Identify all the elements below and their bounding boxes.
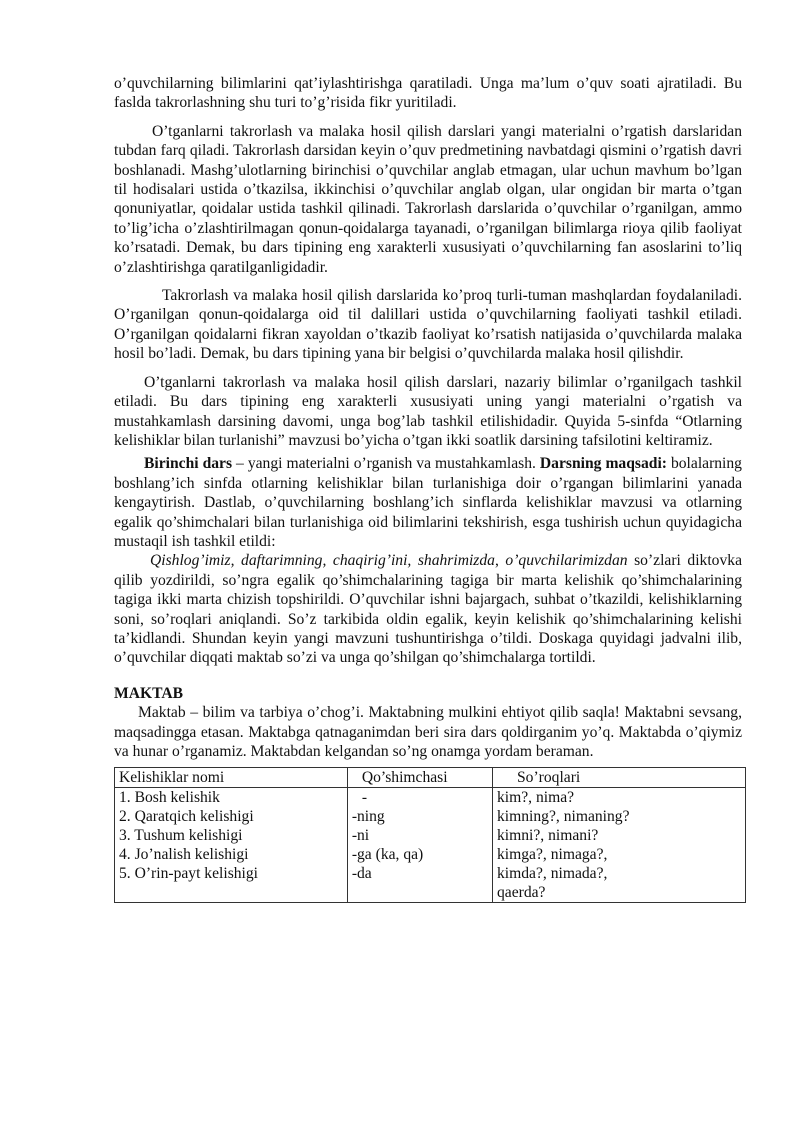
paragraph-exercises: Takrorlash va malaka hosil qilish darslarida ko’proq turli-tuman mashqlardan foydalaniladi. O’rganilgan qonun-qoidalarga oid til dalillari ustida o’quvchilarning faoliyati tashkil etiladi. O’rganilgan qoidalarni fikran xayoldan o’tkazib faoliyat ko’rsatish natijasida o’quvchilarda malaka hosil bo’ladi. Demak, bu dars tipining yana bir belgisi o’quvchilarda malaka hosil qilishdir. bbox=[114, 287, 742, 363]
case-names-cell bbox=[115, 788, 348, 903]
first-lesson-label: Birinchi dars bbox=[144, 455, 233, 473]
case-suffix: - bbox=[361, 789, 368, 807]
case-name: 5. O’rin-payt kelishigi bbox=[119, 865, 259, 883]
paragraph-lesson-difference: O’tganlarni takrorlash va malaka hosil qilish darslari yangi materialni o’rgatish darslaridan tubdan farq qiladi. Takrorlash darsidan keyin o’quv predmetining navbatdagi qismini o’rgatish davri boshlanadi. Mashg’ulotlarning birinchisi o’quvchilar anglab etmagan, ular uchun mavhum bo’lgan til hodisalari ustida o’tkazilsa, ikkinchisi o’quvchilar anglab olgan, ular ongidan bir marta o’tgan qonuniyatlar, qoidalar ustida tashkil qilinadi. Takrorlash darslarida o’quvchilar o’rganilgan, ammo to’lig’icha o’zlashtirilmagan qonun-qoidalarga tayanadi, o’rganilgan bilimlarga rioya qilib faoliyat ko’rsatadi. Demak, bu dars tipining eng xarakterli xususiyati o’quvchilarning fan asoslarini to’liq o’zlashtirishga qaratilganligidadir. bbox=[114, 122, 742, 276]
dictation-word-last: o’quvchilarimizdan bbox=[505, 552, 628, 570]
case-question: kim?, nima? bbox=[497, 789, 575, 807]
case-suffix: -da bbox=[351, 865, 372, 883]
paragraph-maktab-text: Maktab – bilim va tarbiya o’chog’i. Maktabning mulkini ehtiyot qilib saqla! Maktabni sevsang, maqsadingga etasan. Maktabga qatnaganimdan beri sira dars qoldirganim yo’q. Maktabda o’qiymiz va hunar o’rganamiz. Maktabdan kelgandan so’ng onamga yordam beraman. bbox=[114, 704, 742, 760]
document-page bbox=[114, 74, 742, 903]
case-question: qaerda? bbox=[497, 884, 546, 902]
paragraph-dictation bbox=[114, 551, 742, 667]
paragraph-intro: o’quvchilarning bilimlarini qat’iylashtirishga qaratiladi. Unga ma’lum o’quv soati ajratiladi. Bu faslda takrorlashning shu turi to’g’risida fikr yuritiladi. bbox=[114, 75, 742, 112]
section-heading: MAKTAB bbox=[114, 684, 184, 702]
lesson-goal-text: bolalarning boshlang’ich sinfda otlarning kelishiklar bilan turlanishiga doir o’rgangan bilimlarini yanada kengaytirish. Dastlab, o’quvchilarning boshlang’ich sinflarda kelishiklar mavzusi va otlarning egalik qo’shimchalari bilan turlanishiga oid bilimlarini tekshirish, esga tushirish uchun quyidagicha mustaqil ish tashkil etildi: bbox=[114, 455, 742, 550]
table-header-suffix: Qo’shimchasi bbox=[347, 768, 492, 788]
first-lesson-topic: – yangi materialni o’rganish va mustahkamlash. bbox=[232, 455, 540, 473]
dictation-words: Qishlog’imiz, daftarimning, chaqirig’ini, shahrimizda bbox=[150, 552, 495, 570]
case-question: kimda?, nimada?, bbox=[497, 865, 608, 883]
table-header-questions: So’roqlari bbox=[493, 768, 746, 788]
paragraph-first-lesson bbox=[114, 454, 742, 551]
table-header-row bbox=[115, 768, 746, 788]
table-row bbox=[115, 788, 746, 903]
dictation-separator: , bbox=[494, 552, 506, 570]
case-suffix: -ni bbox=[351, 827, 370, 845]
case-suffix: -ga (ka, qa) bbox=[351, 846, 424, 864]
case-question: kimning?, nimaning? bbox=[497, 808, 630, 826]
case-table bbox=[114, 767, 746, 903]
case-name: 2. Qaratqich kelishigi bbox=[119, 808, 254, 826]
case-name: 4. Jo’nalish kelishigi bbox=[119, 846, 249, 864]
case-name: 3. Tushum kelishigi bbox=[119, 827, 243, 845]
dictation-text: so’zlari diktovka qilib yozdirildi, so’ngra egalik qo’shimchalarining tagiga bir marta kelishik qo’shimchalarining tagiga ikki marta chizish topshirildi. O’quvchilar ishni bajargach, suhbat o’tkazildi, kelishiklarning soni, so’roqlari aniqlandi. So’z tarkibida oldin egalik, keyin kelishik qo’shimchalarining kelishi ta’kidlandi. Shundan keyin yangi mavzuni tushuntirishga o’tildi. Doskaga quyidagi jadvalni ilib, o’quvchilar diqqati maktab so’zi va unga qo’shilgan qo’shimchalarga tortildi. bbox=[114, 552, 742, 667]
case-question: kimni?, nimani? bbox=[497, 827, 599, 845]
table-header-name: Kelishiklar nomi bbox=[115, 768, 348, 788]
paragraph-lesson-organization: O’tganlarni takrorlash va malaka hosil qilish darslari, nazariy bilimlar o’rganilgach tashkil etiladi. Bu dars tipining eng xarakterli xususiyati uning yangi materialni o’rgatish va mustahkamlash darsining davomi, unga bog’lab tashkil etilishidadir. Quyida 5-sinfda “Otlarning kelishiklar bilan turlanishi” mavzusi bo’yicha o’tgan ikki soatlik darsining tafsilotini keltiramiz. bbox=[114, 373, 742, 449]
lesson-goal-label: Darsning maqsadi: bbox=[539, 455, 667, 473]
case-name: 1. Bosh kelishik bbox=[119, 789, 220, 807]
case-suffixes-cell bbox=[347, 788, 492, 903]
case-questions-cell bbox=[493, 788, 746, 903]
case-suffix: -ning bbox=[351, 808, 385, 826]
case-question: kimga?, nimaga?, bbox=[497, 846, 608, 864]
